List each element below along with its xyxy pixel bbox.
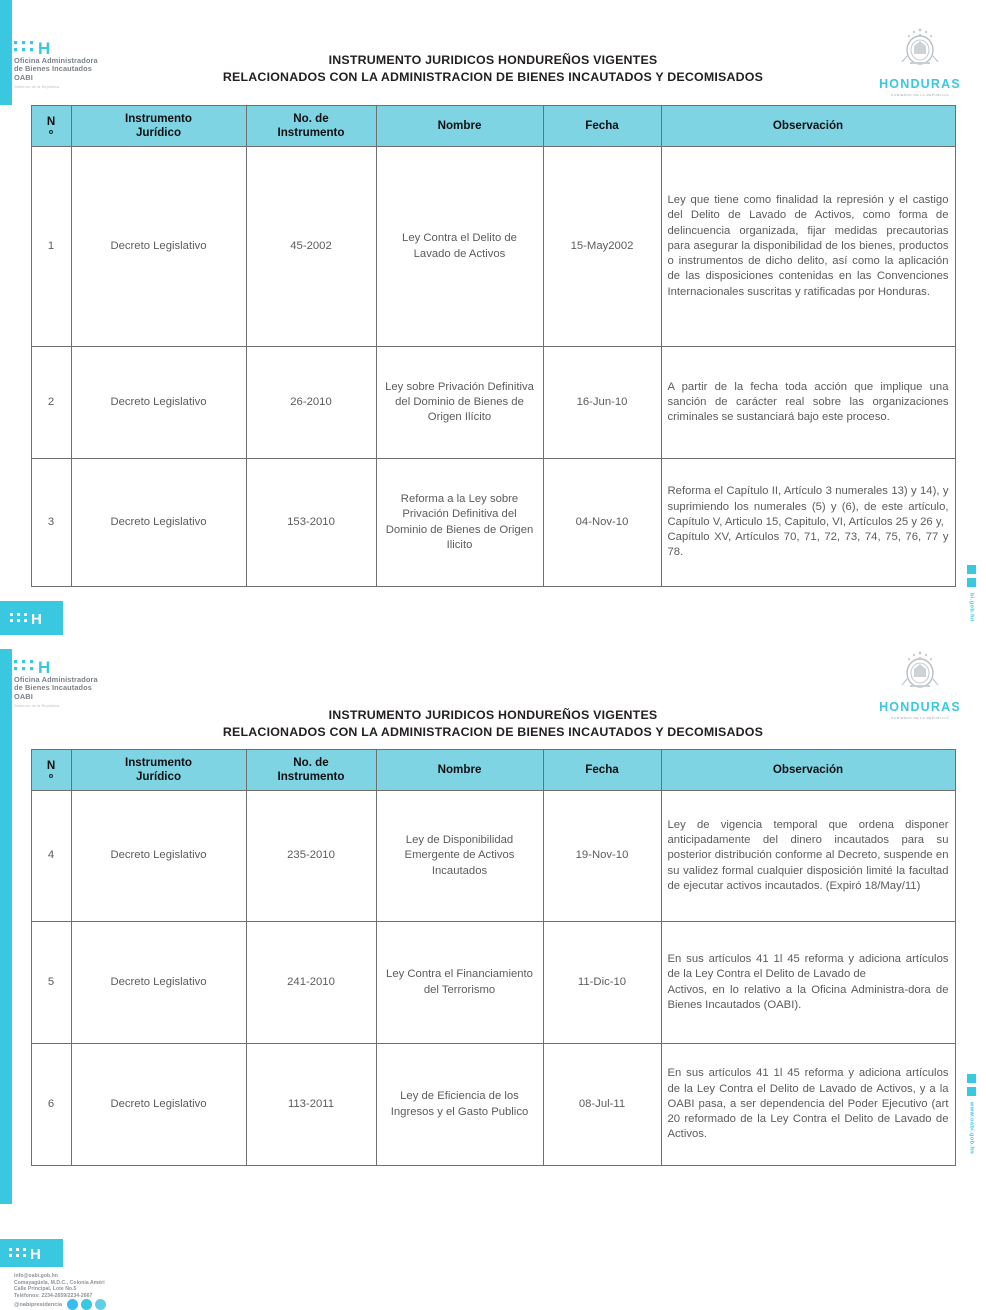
column-header-instrumento: Instrumento Jurídico [71, 106, 246, 147]
side-url-text: bi.gob.hn [968, 593, 975, 622]
page-title-2 [0, 707, 986, 741]
cell-instrumento: Decreto Legislativo [71, 1044, 246, 1166]
accent-square-icon [967, 1087, 976, 1096]
cell-no-instrumento: 26-2010 [246, 347, 376, 459]
table-row [31, 347, 955, 459]
page-header [0, 0, 986, 105]
svg-text:H: H [38, 658, 51, 674]
cell-numero: 2 [31, 347, 71, 459]
oabi-gov-tagline: Gobierno de la República [14, 85, 60, 90]
side-url-page-1 [967, 565, 976, 622]
cell-instrumento: Decreto Legislativo [71, 459, 246, 587]
cell-fecha: 16-Jun-10 [543, 347, 661, 459]
page-title [0, 52, 986, 86]
cell-no-instrumento: 113-2011 [246, 1044, 376, 1166]
twitter-icon[interactable] [81, 1299, 92, 1310]
page-1-footer-band [0, 601, 63, 635]
cell-observacion: En sus artículos 41 1l 45 reforma y adiciona artículos de la Ley Contra el Delito de Lavado de Activos, y a la OABI pasa, a ser dependencia del Poder Ejecutivo (art 20 reformado de la Ley Contra el Delito de Lavado de Activos. [661, 1044, 955, 1166]
table-row [31, 1044, 955, 1166]
cell-nombre: Ley sobre Privación Definitiva del Dominio de Bienes de Origen Ilícito [376, 347, 543, 459]
column-header-numero-label: N [46, 115, 56, 128]
cell-numero: 5 [31, 922, 71, 1044]
svg-text:H: H [38, 39, 51, 55]
svg-text:H: H [30, 611, 42, 625]
cell-instrumento: Decreto Legislativo [71, 347, 246, 459]
legal-instruments-table-page-2 [31, 749, 956, 1166]
oabi-h-mark-icon [14, 659, 154, 673]
footer-phones: Teléfonos: 2234-2659/2234-2667 [14, 1292, 93, 1299]
instagram-icon[interactable] [95, 1299, 106, 1310]
footer-contact-info [14, 1273, 105, 1299]
table-row [31, 147, 955, 347]
cell-nombre: Ley Contra el Delito de Lavado de Activos [376, 147, 543, 347]
oabi-org-name: Oficina Administradora de Bienes Incautados OABI [14, 675, 98, 701]
cell-observacion: A partir de la fecha toda acción que implique una sanción de carácter real sobre las organizaciones criminales se sustanciará bajo este proceso. [661, 347, 955, 459]
document-page-2 [0, 649, 986, 1166]
cell-fecha: 04-Nov-10 [543, 459, 661, 587]
accent-square-icon [967, 1074, 976, 1083]
page-title-line-1: INSTRUMENTO JURIDICOS HONDUREÑOS VIGENTES [328, 53, 658, 67]
cell-no-instrumento: 241-2010 [246, 922, 376, 1044]
cell-nombre: Ley de Eficiencia de los Ingresos y el Gasto Publico [376, 1044, 543, 1166]
cell-no-instrumento: 45-2002 [246, 147, 376, 347]
table-row [31, 791, 955, 922]
oabi-gov-tagline: Gobierno de la República [14, 704, 60, 709]
table-body-page-2 [31, 791, 955, 1166]
column-header-no-instrumento: No. de Instrumento [246, 750, 376, 791]
cell-nombre: Reforma a la Ley sobre Privación Definitiva del Dominio de Bienes de Origen Ilicito [376, 459, 543, 587]
oabi-name-line-1: Oficina Administradora [14, 56, 98, 65]
document-footer [0, 1239, 986, 1309]
cell-instrumento: Decreto Legislativo [71, 147, 246, 347]
cell-numero: 3 [31, 459, 71, 587]
cell-no-instrumento: 153-2010 [246, 459, 376, 587]
cell-nombre: Ley Contra el Financiamiento del Terrorismo [376, 922, 543, 1044]
table-header-row [31, 106, 955, 147]
page-header-2 [0, 649, 986, 749]
accent-square-icon [967, 578, 976, 587]
footer-address-line-2: Calle Principal, Lote No.5 [14, 1286, 77, 1293]
honduras-coat-of-arms-icon [874, 26, 966, 72]
accent-square-icon [967, 565, 976, 574]
oabi-h-mark-white-icon [10, 611, 56, 625]
honduras-wordmark: HONDURAS [879, 77, 961, 91]
honduras-coat-of-arms-icon [874, 649, 966, 695]
facebook-icon[interactable] [67, 1299, 78, 1310]
cell-numero: 6 [31, 1044, 71, 1166]
cell-observacion [661, 922, 955, 1044]
column-header-nombre: Nombre [376, 106, 543, 147]
table-header-row [31, 750, 955, 791]
cell-observacion [661, 459, 955, 587]
svg-text:H: H [29, 1246, 41, 1260]
cell-fecha: 11-Dic-10 [543, 922, 661, 1044]
footer-social-links [14, 1299, 106, 1310]
oabi-h-mark-white-icon [9, 1246, 55, 1260]
footer-social-handle: @oabipresidencia [14, 1301, 63, 1308]
footer-email[interactable]: info@oabi.gob.hn [14, 1273, 58, 1279]
side-url-text: www.oabi.gob.hn [968, 1102, 975, 1155]
legal-instruments-table-page-1 [31, 105, 956, 587]
cell-observacion: Ley que tiene como finalidad la represión y el castigo del Delito de Lavado de Activos, como forma de delincuencia organizada, fijar medidas precautorias para asegurar la disponibilidad de los bienes, productos o instrumentos de dicho delito, así como la aplicación de las disposiciones contenidas en las Convenciones Internacionales suscritas y ratificadas por Honduras. [661, 147, 955, 347]
table-row [31, 459, 955, 587]
honduras-government-logo [874, 26, 966, 97]
side-url-page-2 [967, 1074, 976, 1154]
cell-fecha: 08-Jul-11 [543, 1044, 661, 1166]
column-header-numero-sup: o [48, 129, 54, 136]
column-header-nombre: Nombre [376, 750, 543, 791]
observacion-line: Activos, en lo relativo a la Oficina Administra-dora de Bienes Incautados (OABI). [667, 983, 949, 1011]
column-header-fecha: Fecha [543, 106, 661, 147]
honduras-government-logo [874, 649, 966, 720]
column-header-numero: N o [31, 750, 71, 791]
cell-numero: 4 [31, 791, 71, 922]
cell-no-instrumento: 235-2010 [246, 791, 376, 922]
honduras-subtitle: GOBIERNO DE LA REPUBLICA [891, 715, 949, 720]
column-header-instrumento: Instrumento Jurídico [71, 750, 246, 791]
column-header-observacion: Observación [661, 750, 955, 791]
honduras-wordmark: HONDURAS [879, 700, 961, 714]
cell-observacion: Ley de vigencia temporal que ordena disponer anticipadamente del dinero incautados para su posterior distribución conforme al Decreto, suspende en su validez formal cualquier disposición limité la facultad de ejecutar activos incautados. (Expiró 18/May/11) [661, 791, 955, 922]
cell-instrumento: Decreto Legislativo [71, 791, 246, 922]
document-page-1 [0, 0, 986, 635]
observacion-line: Reforma el Capítulo II, Artículo 3 numerales 13) y 14), y suprimiendo los numerales (5) y (6), de este artículo, Capítulo V, Articulo 15, Capitulo, VI, Artículos 25 y 26 y, [667, 485, 949, 528]
footer-accent-band [0, 1239, 63, 1267]
cell-instrumento: Decreto Legislativo [71, 922, 246, 1044]
oabi-name-line-2: de Bienes Incautados [14, 64, 92, 74]
cell-fecha: 15-May2002 [543, 147, 661, 347]
table-row [31, 922, 955, 1044]
oabi-name-line-3: OABI [14, 72, 33, 82]
cell-fecha: 19-Nov-10 [543, 791, 661, 922]
column-header-numero [31, 106, 71, 147]
cell-nombre: Ley de Disponibilidad Emergente de Activos Incautados [376, 791, 543, 922]
table-body-page-1 [31, 147, 955, 587]
page-title-line-2: RELACIONADOS CON LA ADMINISTRACION DE BIENES INCAUTADOS Y DECOMISADOS [222, 70, 764, 84]
honduras-subtitle: GOBIERNO DE LA REPUBLICA [891, 92, 949, 97]
observacion-line: En sus artículos 41 1l 45 reforma y adiciona artículos de la Ley Contra el Delito de Lavado de [667, 953, 949, 981]
cell-numero: 1 [31, 147, 71, 347]
page-title-line-2: RELACIONADOS CON LA ADMINISTRACION DE BIENES INCAUTADOS Y DECOMISADOS [222, 725, 764, 739]
page-title-line-1: INSTRUMENTO JURIDICOS HONDUREÑOS VIGENTES [328, 708, 658, 722]
column-header-observacion: Observación [661, 106, 955, 147]
column-header-fecha: Fecha [543, 750, 661, 791]
column-header-no-instrumento: No. de Instrumento [246, 106, 376, 147]
oabi-logo [14, 659, 154, 708]
footer-address-line-1: Comayagüela, M.D.C., Colonia Améri [14, 1279, 105, 1286]
observacion-line: Capítulo XV, Artículos 70, 71, 72, 73, 74, 75, 76, 77 y 78. [667, 531, 949, 559]
